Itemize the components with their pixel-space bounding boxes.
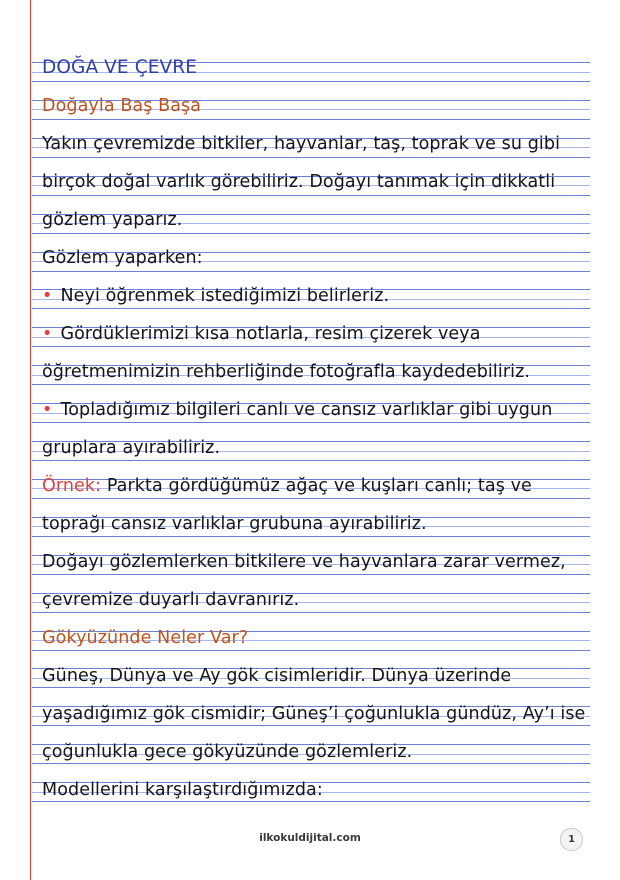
paragraph-line: Yakın çevremizde bitkiler, hayvanlar, taş, toprak ve su gibi (42, 134, 561, 154)
example-line: toprağı cansız varlıklar grubuna ayırabiliriz. (42, 514, 427, 534)
bullet-item: • Neyi öğrenmek istediğimizi belirleriz. (42, 286, 390, 306)
bullet-item: • Topladığımız bilgileri canlı ve cansız varlıklar gibi uygun (42, 400, 553, 420)
margin-line (30, 0, 31, 880)
observation-intro: Gözlem yaparken: (42, 248, 203, 268)
page-title: DOĞA VE ÇEVRE (42, 57, 198, 78)
bullet-dot-icon: • (42, 400, 53, 420)
example-line: Örnek: Parkta gördüğümüz ağaç ve kuşları canlı; taş ve (42, 476, 532, 496)
footer-site: ilkokuldijital.com (259, 832, 361, 844)
paragraph-line: yaşadığımız gök cismidir; Güneş’i çoğunlukla gündüz, Ay’ı ise (42, 704, 586, 724)
bullet-continuation: öğretmenimizin rehberliğinde fotoğrafla kaydedebiliriz. (42, 362, 531, 382)
paragraph-line: Güneş, Dünya ve Ay gök cisimleridir. Dünya üzerinde (42, 666, 512, 686)
bullet-continuation: gruplara ayırabiliriz. (42, 438, 221, 458)
bullet-dot-icon: • (42, 324, 53, 344)
section-heading-nature: Doğayla Baş Başa (42, 96, 202, 116)
paragraph-line: Modellerini karşılaştırdığımızda: (42, 780, 323, 800)
paragraph-line: gözlem yaparız. (42, 210, 183, 230)
paragraph-line: birçok doğal varlık görebiliriz. Doğayı tanımak için dikkatli (42, 172, 556, 192)
paragraph-line: çoğunlukla gece gökyüzünde gözlemleriz. (42, 742, 413, 762)
bullet-item: • Gördüklerimizi kısa notlarla, resim çizerek veya (42, 324, 481, 344)
paragraph-line: çevremize duyarlı davranırız. (42, 590, 300, 610)
section-heading-sky: Gökyüzünde Neler Var? (42, 628, 249, 648)
page-number-badge: 1 (560, 828, 583, 851)
bullet-dot-icon: • (42, 286, 53, 306)
paragraph-line: Doğayı gözlemlerken bitkilere ve hayvanlara zarar vermez, (42, 552, 566, 572)
example-label: Örnek: (42, 476, 102, 496)
